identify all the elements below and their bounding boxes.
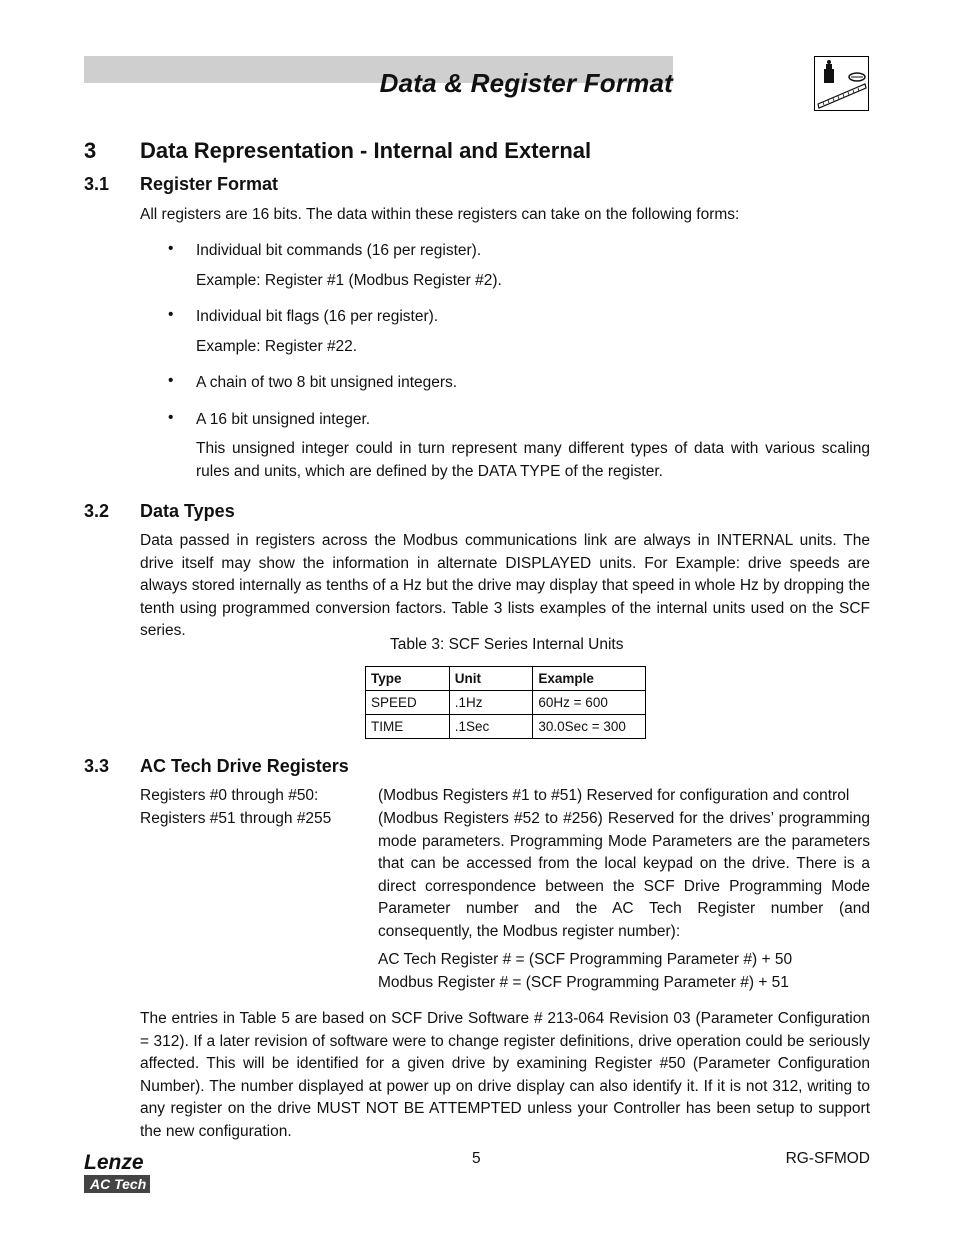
logo-text-bottom: AC Tech [90,1176,147,1192]
table-cell: SPEED [366,691,450,715]
bullet-marker: • [168,306,174,323]
paragraph: The entries in Table 5 are based on SCF Drive Software # 213-064 Revision 03 (Parameter Configuration = 312). If a later revision of software were to change register definitions, drive operation could be seriously affected. This will be identified for a given drive by examining Register #50 (Parameter Configuration Number). The number displayed at power up on drive display can also identify it. If it is not 312, writing to any register on the drive MUST NOT BE ATTEMPTED unless your Controller has been setup to support the new configuration. [140,1010,870,1140]
bullet-text: Individual bit commands (16 per register). [196,242,482,259]
formula: Modbus Register # = (SCF Programming Parameter #) + 51 [378,974,789,991]
formula: AC Tech Register # = (SCF Programming Parameter #) + 50 [378,951,793,968]
table-header-cell: Unit [449,667,533,691]
document-code: RG-SFMOD [785,1150,870,1167]
subsection-number: 3.1 [84,174,110,194]
page-number: 5 [472,1150,481,1167]
table-header-cell: Example [533,667,646,691]
units-table [365,666,646,739]
table-header-row [366,667,646,691]
paragraph: All registers are 16 bits. The data within these registers can take on the following forms: [140,206,740,223]
bullet-marker: • [168,240,174,257]
scale-icon [814,56,869,111]
register-range-label: Registers #0 through #50: [140,787,319,804]
bullet-subtext: Example: Register #1 (Modbus Register #2). [196,272,502,289]
bullet-marker: • [168,409,174,426]
page-title: Data & Register Format [379,68,673,98]
table-cell: TIME [366,715,450,739]
table-cell: .1Hz [449,691,533,715]
table-caption: Table 3: SCF Series Internal Units [390,636,624,653]
register-range-desc: (Modbus Registers #1 to #51) Reserved for configuration and control [378,787,850,804]
table-header-cell: Type [366,667,450,691]
bullet-text: A chain of two 8 bit unsigned integers. [196,374,458,391]
register-range-label: Registers #51 through #255 [140,810,332,827]
logo-text-top: Lenze [84,1151,144,1174]
table-row [366,691,646,715]
section-title: Data Representation - Internal and External [140,138,592,163]
subsection-title: AC Tech Drive Registers [140,756,349,776]
subsection-number: 3.2 [84,501,110,521]
table-row [366,715,646,739]
subsection-title: Data Types [140,501,235,521]
table-cell: .1Sec [449,715,533,739]
bullet-subtext: Example: Register #22. [196,338,358,355]
subsection-number: 3.3 [84,756,110,776]
table-cell: 30.0Sec = 300 [533,715,646,739]
bullet-text: Individual bit flags (16 per register). [196,308,439,325]
table-cell: 60Hz = 600 [533,691,646,715]
lenze-logo [84,1150,150,1194]
section-number: 3 [84,138,97,163]
register-range-desc: (Modbus Registers #52 to #256) Reserved for the drives’ programming mode parameters. Programming Mode Parameters are the parameters that can be accessed from the local keypad on the drive. There is a direct correspondence between the SCF Drive Programming Mode Parameter number and the AC Tech Register number (and consequently, the Modbus register number): [378,810,870,940]
bullet-marker: • [168,372,174,389]
paragraph: Data passed in registers across the Modbus communications link are always in INTERNAL units. The drive itself may show the information in alternate DISPLAYED units. For Example: drive speeds are always stored internally as tenths of a Hz but the drive may display that speed in whole Hz by dropping the tenth using programmed conversion factors. Table 3 lists examples of the internal units used on the SCF series. [140,532,870,639]
subsection-title: Register Format [140,174,279,194]
bullet-text: A 16 bit unsigned integer. [196,411,371,428]
bullet-subtext: This unsigned integer could in turn represent many different types of data with various scaling rules and units, which are defined by the DATA TYPE of the register. [196,440,870,480]
